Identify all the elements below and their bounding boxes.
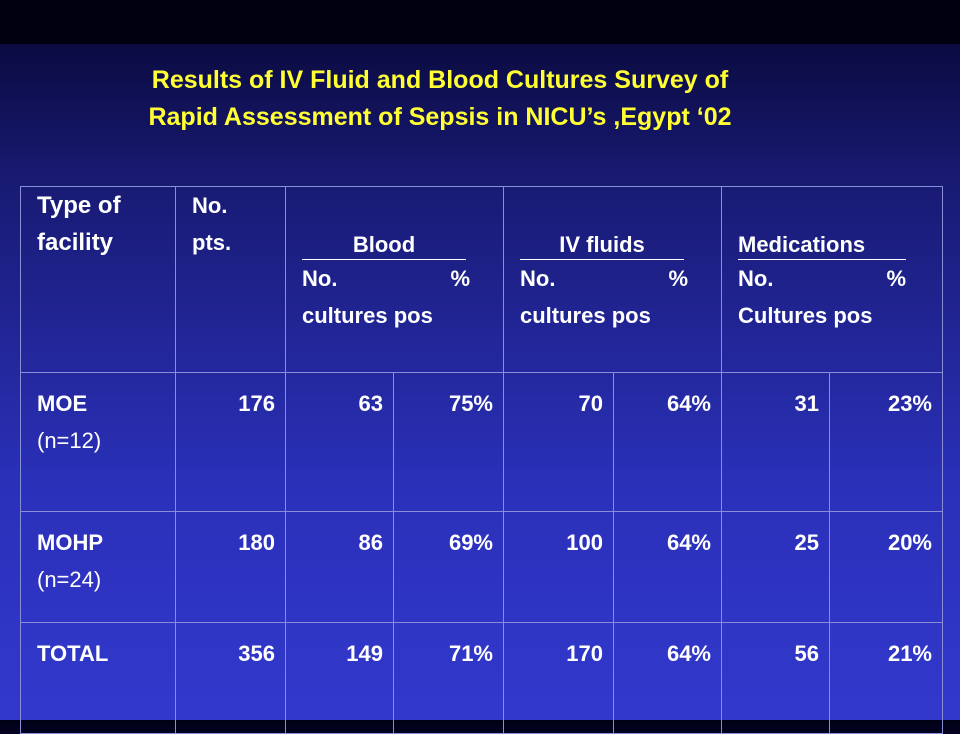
title-line-1: Results of IV Fluid and Blood Cultures Survey of [151, 66, 729, 94]
row-iv-pct: 64% [614, 512, 722, 623]
row-med-pct: 21% [830, 623, 943, 734]
header-med-pct: % [886, 266, 906, 291]
row-pts: 180 [176, 512, 286, 623]
header-no-pts-line-2: pts. [192, 230, 232, 255]
row-iv-pct: 64% [614, 623, 722, 734]
row-pts: 356 [176, 623, 286, 734]
row-blood-pct: 75% [394, 373, 504, 512]
row-iv-pct: 64% [614, 373, 722, 512]
row-facility-cell [21, 623, 176, 734]
header-iv-title: IV fluids [520, 230, 684, 260]
table-row [21, 512, 943, 623]
row-blood-no: 63 [286, 373, 394, 512]
top-bar [0, 0, 960, 44]
title-line-2: Rapid Assessment of Sepsis in NICU’s ,Egypt ‘02 [148, 103, 732, 131]
header-med-title: Medications [738, 230, 906, 260]
header-iv-pct: % [668, 266, 688, 291]
row-n: (n=24) [37, 567, 102, 592]
page-title [0, 62, 880, 136]
survey-table [20, 186, 943, 734]
row-iv-no: 170 [504, 623, 614, 734]
header-blood-no-pct [302, 260, 470, 297]
row-med-pct: 23% [830, 373, 943, 512]
header-no-pts [176, 187, 286, 373]
header-med-no-pct [738, 260, 906, 297]
row-facility: TOTAL [37, 641, 109, 666]
header-type-line-2: facility [37, 229, 114, 256]
header-no-pts-line-1: No. [192, 193, 228, 218]
row-iv-no: 100 [504, 512, 614, 623]
header-iv-sub: cultures pos [520, 303, 651, 328]
header-blood-title: Blood [302, 230, 466, 260]
row-blood-no: 149 [286, 623, 394, 734]
row-facility: MOHP [37, 530, 103, 555]
row-blood-pct: 71% [394, 623, 504, 734]
header-blood-pct: % [450, 266, 470, 291]
header-blood-no: No. [302, 266, 338, 291]
row-facility: MOE [37, 391, 88, 416]
header-type-line-1: Type of [37, 192, 121, 219]
header-med-group [722, 187, 943, 373]
header-med-no: No. [738, 266, 774, 291]
row-n: (n=12) [37, 428, 102, 453]
row-med-no: 56 [722, 623, 830, 734]
header-med-sub: Cultures pos [738, 303, 873, 328]
row-pts: 176 [176, 373, 286, 512]
table-row [21, 623, 943, 734]
header-blood-sub: cultures pos [302, 303, 433, 328]
header-type-of-facility [21, 187, 176, 373]
row-blood-no: 86 [286, 512, 394, 623]
header-iv-group [504, 187, 722, 373]
header-iv-no: No. [520, 266, 556, 291]
table-row [21, 373, 943, 512]
row-iv-no: 70 [504, 373, 614, 512]
row-facility-cell [21, 373, 176, 512]
row-med-pct: 20% [830, 512, 943, 623]
row-med-no: 31 [722, 373, 830, 512]
row-facility-cell [21, 512, 176, 623]
row-blood-pct: 69% [394, 512, 504, 623]
header-blood-group [286, 187, 504, 373]
header-iv-no-pct [520, 260, 688, 297]
table-header-row [21, 187, 943, 373]
row-med-no: 25 [722, 512, 830, 623]
